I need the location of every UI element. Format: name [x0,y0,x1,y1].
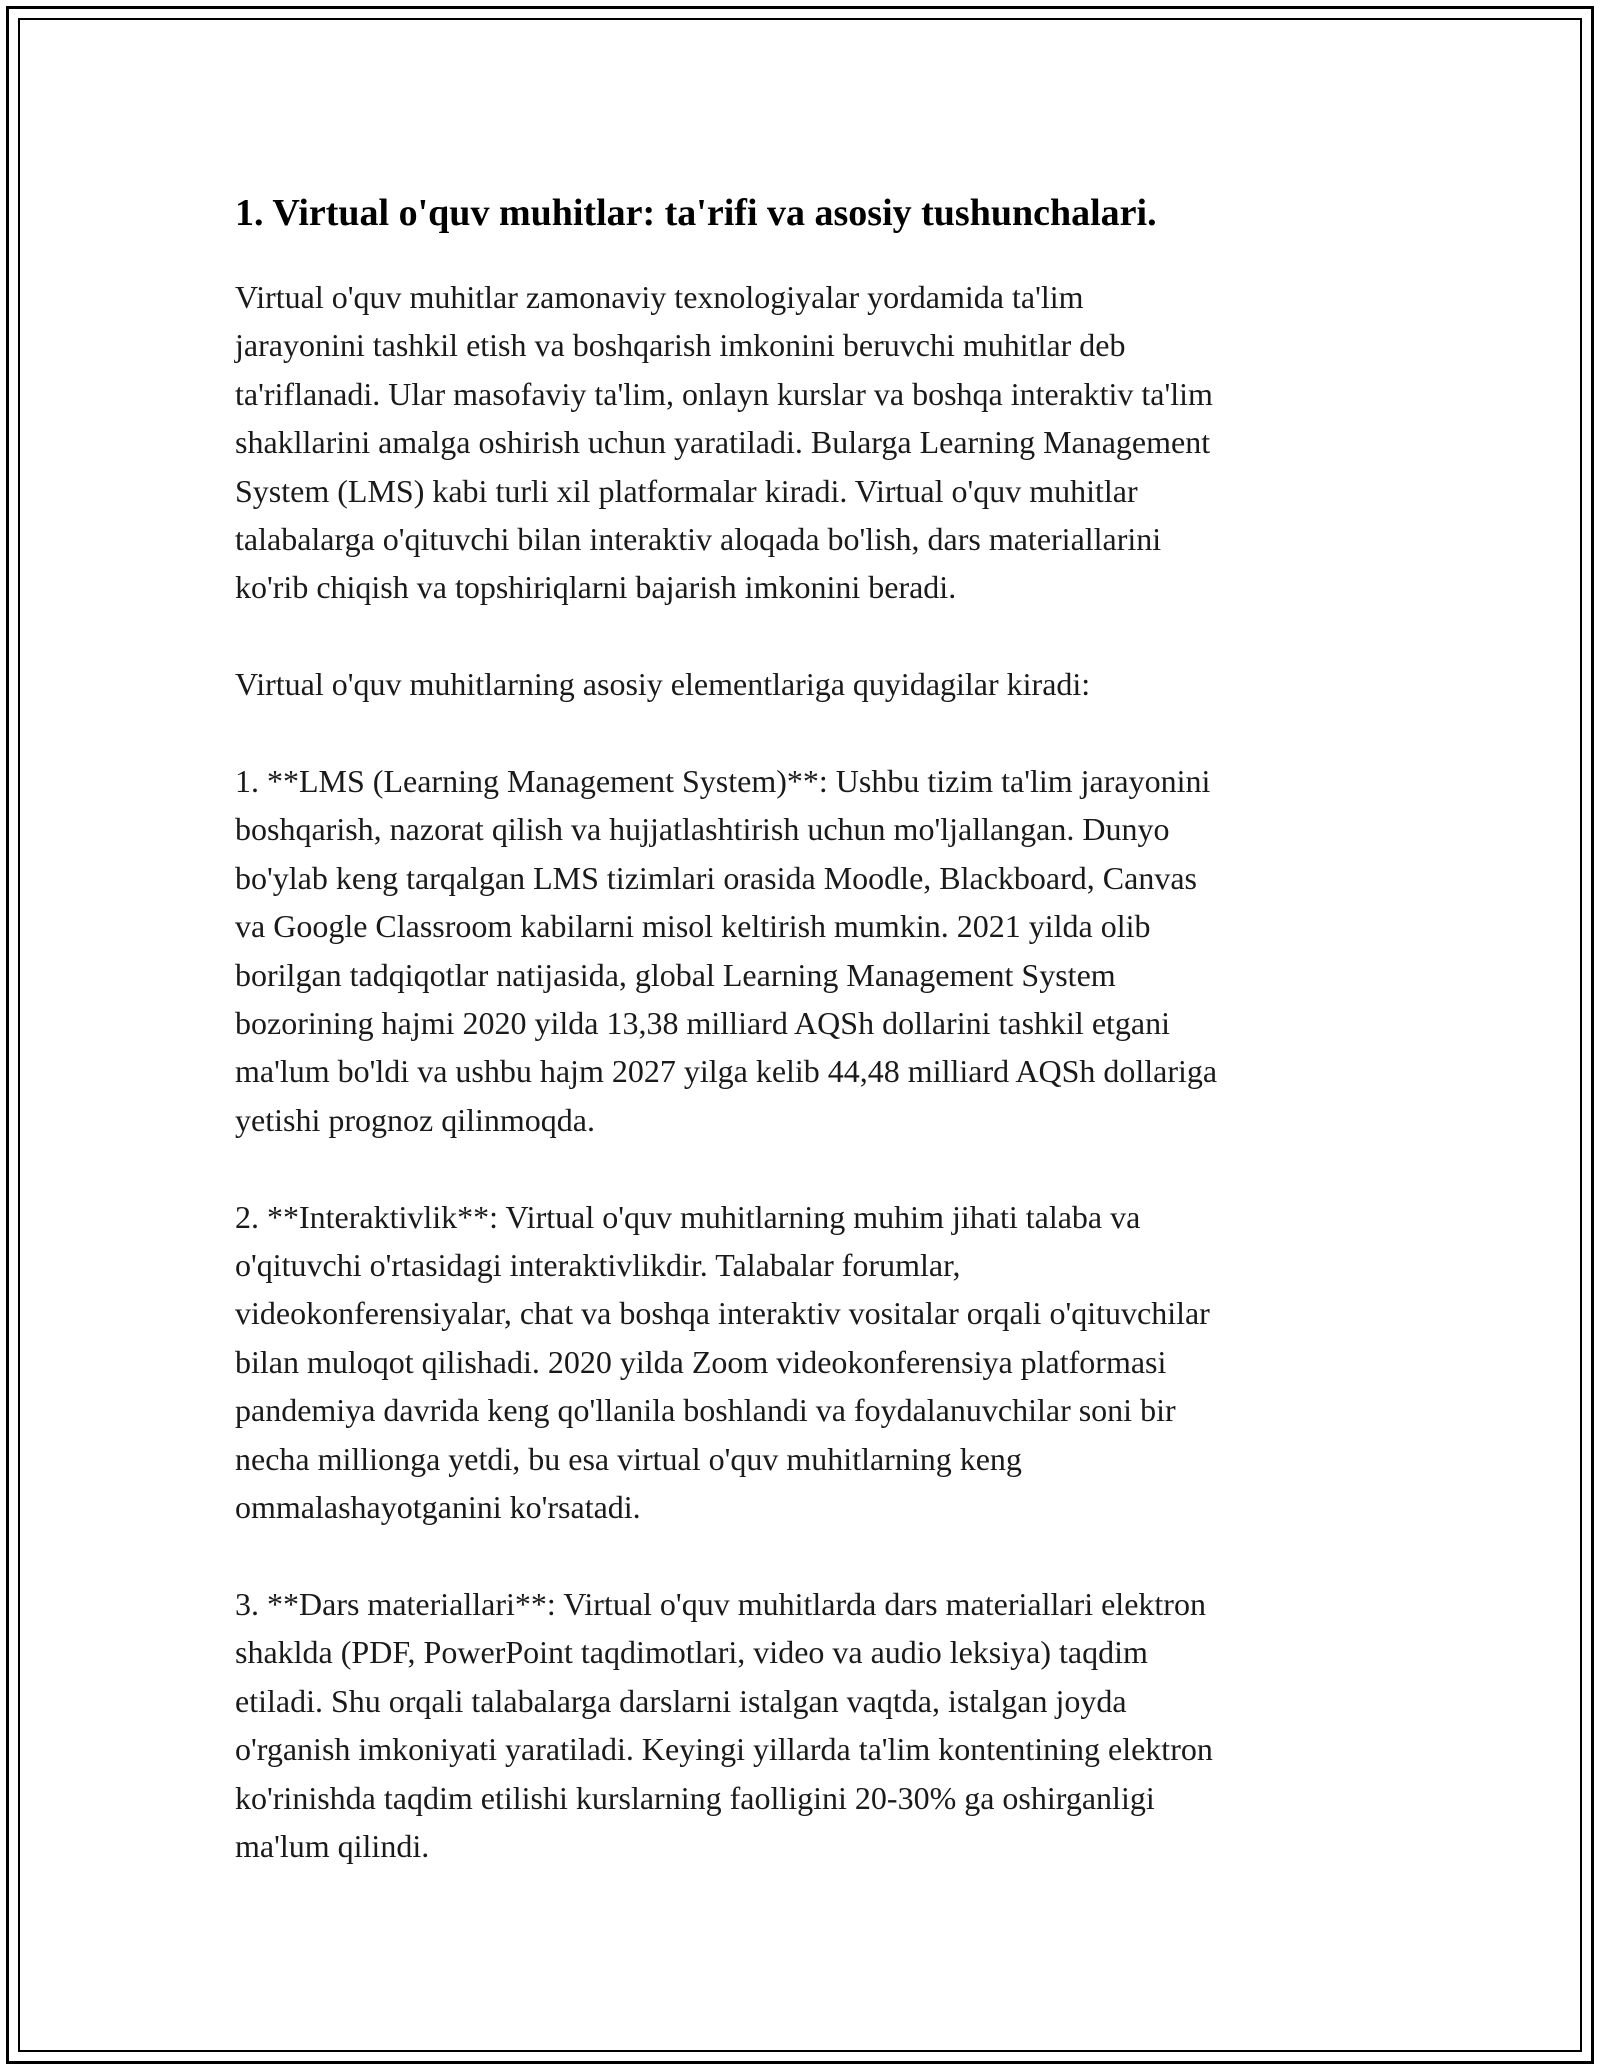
paragraph-spacer [235,612,1375,660]
paragraph-spacer [235,709,1375,757]
interactivity-paragraph: 2. **Interaktivlik**: Virtual o'quv muhitlarning muhim jihati talaba va o'qituvchi o'rtasidagi interaktivlikdir. Talabalar forumlar, videokonferensiyalar, chat va boshqa interaktiv vositalar orqali o'qituvchilar bilan muloqot qilishadi. 2020 yilda Zoom videokonferensiya platformasi pandemiya davrida keng qo'llanila boshlandi va foydalanuvchilar soni bir necha millionga yetdi, bu esa virtual o'quv muhitlarning keng ommalashayotganini ko'rsatadi. [235,1198,1210,1526]
elements-lead-paragraph: Virtual o'quv muhitlarning asosiy elementlariga quyidagilar kiradi: [235,666,1091,703]
intro-paragraph: Virtual o'quv muhitlar zamonaviy texnologiyalar yordamida ta'lim jarayonini tashkil etish va boshqarish imkonini beruvchi muhitlar deb ta'riflanadi. Ular masofaviy ta'lim, onlayn kurslar va boshqa interaktiv ta'lim shakllarini amalga oshirish uchun yaratiladi. Bularga Learning Management System (LMS) kabi turli xil platformalar kiradi. Virtual o'quv muhitlar talabalarga o'qituvchi bilan interaktiv aloqada bo'lish, dars materiallarini ko'rib chiqish va topshiriqlarni bajarish imkonini beradi. [235,279,1213,606]
paragraph-spacer [235,1532,1375,1580]
materials-paragraph: 3. **Dars materiallari**: Virtual o'quv muhitlarda dars materiallari elektron shaklda (PDF, PowerPoint taqdimotlari, video va audio leksiya) taqdim etiladi. Shu orqali talabalarga darslarni istalgan vaqtda, istalgan joyda o'rganish imkoniyati yaratiladi. Keyingi yillarda ta'lim kontentining elektron ko'rinishda taqdim etilishi kurslarning faolligini 20-30% ga oshirganligi ma'lum qilindi. [235,1585,1213,1864]
document-body [235,187,1375,1870]
section-heading: 1. Virtual o'quv muhitlar: ta'rifi va asosiy tushunchalari. [235,192,1157,234]
paragraph-spacer [235,1144,1375,1192]
lms-paragraph: 1. **LMS (Learning Management System)**: Ushbu tizim ta'lim jarayonini boshqarish, nazorat qilish va hujjatlashtirish uchun mo'ljallangan. Dunyo bo'ylab keng tarqalgan LMS tizimlari orasida Moodle, Blackboard, Canvas va Google Classroom kabilarni misol keltirish mumkin. 2021 yilda olib borilgan tadqiqotlar natijasida, global Learning Management System bozorining hajmi 2020 yilda 13,38 milliard AQSh dollarini tashkil etgani ma'lum bo'ldi va ushbu hajm 2027 yilga kelib 44,48 milliard AQSh dollariga yetishi prognoz qilinmoqda. [235,763,1218,1138]
